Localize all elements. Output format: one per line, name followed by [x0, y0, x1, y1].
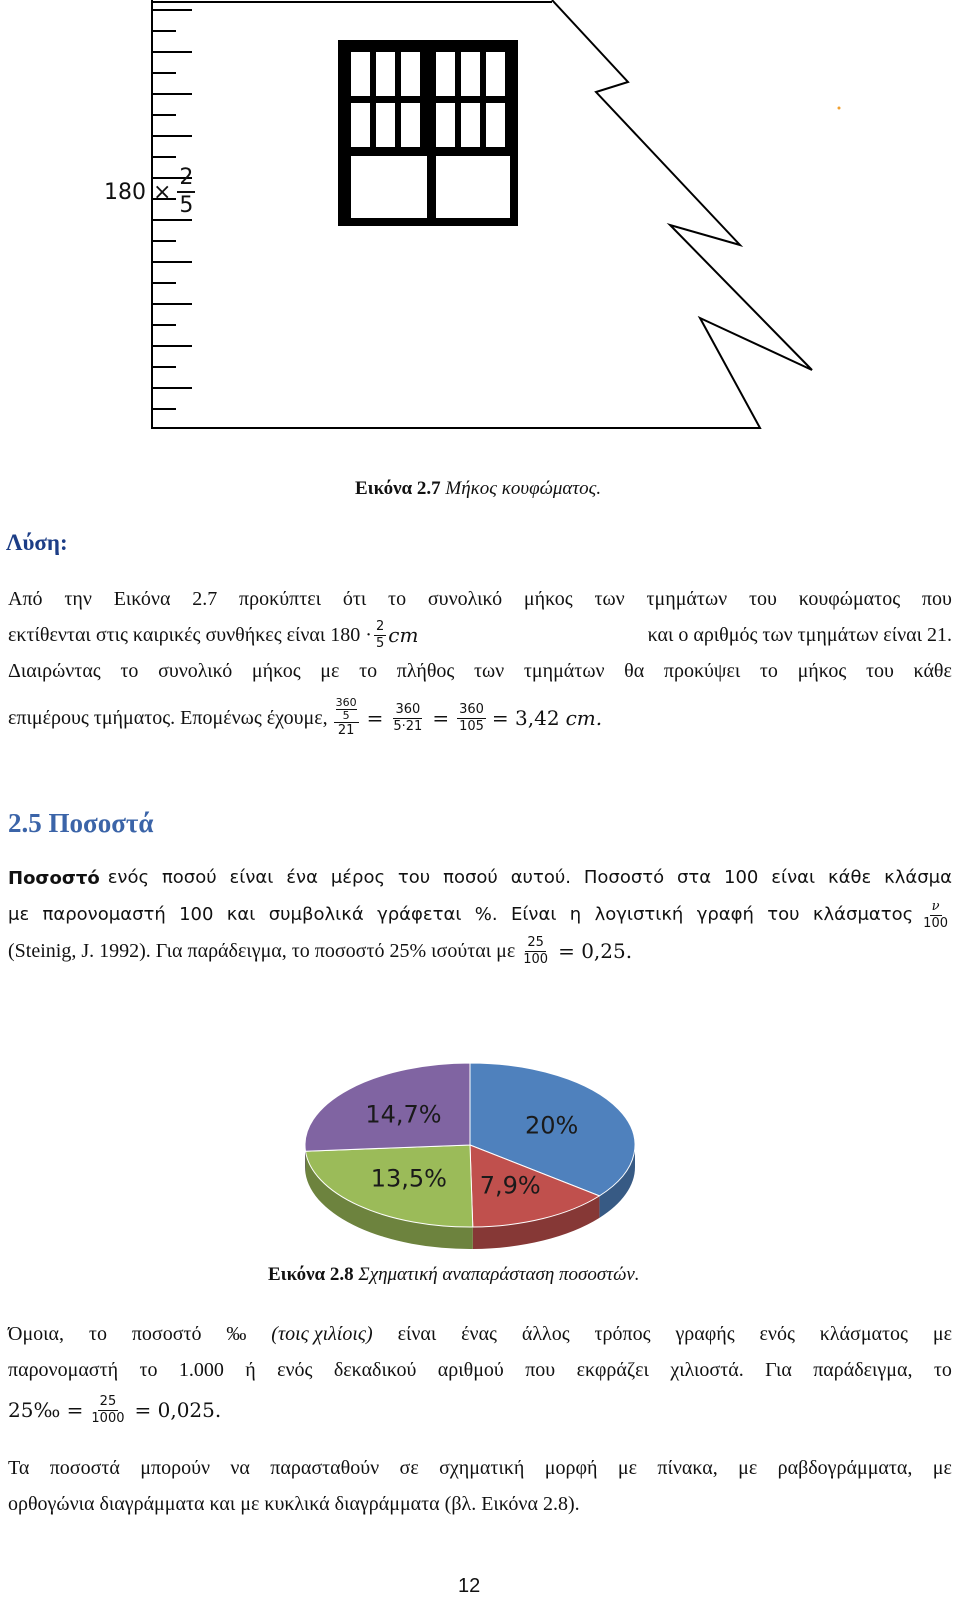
permille-paragraph	[8, 1316, 952, 1432]
solution-line-2-a: εκτίθενται στις καιρικές συνθήκες είναι 180 ·	[8, 624, 372, 646]
word: την	[64, 588, 92, 610]
ruler-label-prefix: 180 ×	[104, 179, 172, 205]
word: προκύψει	[663, 660, 741, 682]
solution-paragraph	[8, 581, 952, 747]
word: παράδειγμα,	[813, 1359, 913, 1381]
word: το	[88, 1323, 107, 1345]
solution-line-4	[8, 689, 952, 747]
window-pane	[486, 103, 505, 147]
pie-slice-label: 13,5%	[370, 1164, 447, 1193]
window-frame-figure	[100, 0, 860, 440]
word: 2.7	[192, 588, 218, 610]
percent-line-3-b: = 0,25.	[558, 939, 633, 963]
solution-line-2	[8, 617, 952, 653]
inner-den: 5	[342, 709, 350, 722]
pm-den: 1000	[91, 1410, 125, 1426]
nu-den: 100	[923, 915, 948, 931]
word: ένας	[461, 1323, 497, 1345]
word: ή	[245, 1359, 256, 1381]
permille-line-3-b: = 0,025.	[134, 1398, 222, 1422]
window-pane	[351, 103, 370, 147]
ruler-label	[104, 165, 195, 219]
percent-paragraph	[8, 860, 952, 969]
figure-caption-2-7	[355, 478, 601, 500]
word: συνολικό	[427, 588, 503, 610]
word: (τοις χιλίοις)	[271, 1323, 373, 1345]
word: προκύπτει	[239, 588, 322, 610]
word: Διαιρώντας	[8, 660, 101, 682]
word: που	[921, 588, 952, 610]
word: σε	[399, 1457, 419, 1479]
word: με	[932, 1323, 952, 1345]
word: παρονομαστή	[8, 1359, 119, 1381]
word: δεκαδικού	[333, 1359, 417, 1381]
word: Τα	[8, 1457, 30, 1479]
word: παρασταθούν	[270, 1457, 380, 1479]
word: το	[759, 660, 778, 682]
word: με	[932, 1457, 952, 1479]
permille-line-3	[8, 1388, 952, 1432]
f25-num: 25	[527, 934, 544, 950]
nu-num: ν	[931, 898, 940, 914]
word: εκφράζει	[576, 1359, 649, 1381]
percent-line-2	[8, 897, 952, 933]
pie-chart	[290, 1050, 650, 1270]
window-pane	[461, 52, 480, 96]
word: μήκος	[797, 660, 847, 682]
f2-den: 5·21	[393, 718, 423, 734]
word: άλλος	[521, 1323, 570, 1345]
section-title: 2.5 Ποσοστά	[8, 808, 154, 838]
window-pane	[376, 103, 395, 147]
frac-den: 5	[375, 635, 385, 651]
percent-term: Ποσοστό	[8, 868, 100, 889]
word: σχηματική	[439, 1457, 525, 1479]
word: θα	[624, 660, 645, 682]
equals-1: =	[366, 706, 384, 730]
word: των	[473, 660, 505, 682]
percent-line-1-rest: ενός ποσού είναι ένα μέρος του ποσού αυτού. Ποσοστό στα 100 είναι κάθε κλάσμα	[107, 867, 952, 888]
word: ‰	[226, 1323, 247, 1345]
window-pane	[376, 52, 395, 96]
word: το	[139, 1359, 158, 1381]
word: ραβδογράμματα,	[777, 1457, 913, 1479]
word: 1.000	[178, 1359, 224, 1381]
solution-line-4-text: επιμέρους τμήματος. Επομένως έχουμε,	[8, 707, 328, 729]
fraction-25-over-100	[521, 935, 550, 968]
fraction-360-over-5x21	[391, 702, 424, 735]
solution-line-1	[8, 581, 952, 617]
f3-den: 105	[459, 718, 484, 734]
equation-result: = 3,42	[491, 706, 560, 730]
percent-line-3	[8, 933, 952, 969]
window-pane	[486, 52, 505, 96]
window-pane	[436, 103, 455, 147]
word: τμημάτων	[646, 588, 728, 610]
word: κάθε	[913, 660, 952, 682]
word: μήκος	[523, 588, 573, 610]
word: γραφής	[675, 1323, 735, 1345]
word: ότι	[342, 588, 367, 610]
fraction-25-over-1000	[89, 1394, 126, 1427]
solution-heading: Λύση:	[6, 530, 68, 555]
page-number: 12	[458, 1575, 481, 1597]
percent-line-2-text: με παρονομαστή 100 και συμβολικά γράφεται %. Είναι η λογιστική γραφή του κλάσματος	[8, 904, 914, 925]
word: συνολικό	[158, 660, 233, 682]
word: του	[748, 588, 777, 610]
word: το	[388, 588, 407, 610]
figure-caption-text: Μήκος κουφώματος.	[445, 478, 602, 499]
word: με	[320, 660, 340, 682]
frac-num: 2	[375, 618, 385, 634]
word: μήκος	[251, 660, 301, 682]
word: αριθμού	[437, 1359, 504, 1381]
word: να	[230, 1457, 250, 1479]
word: ποσοστά	[49, 1457, 120, 1479]
pie-slice-label: 20%	[525, 1111, 579, 1140]
word: το	[120, 660, 139, 682]
complex-fraction	[334, 697, 359, 739]
word: πίνακα,	[657, 1457, 718, 1479]
word: μπορούν	[140, 1457, 211, 1479]
figure-caption-label: Εικόνα 2.7	[355, 478, 441, 499]
word: τμημάτων	[523, 660, 605, 682]
closing-line-1	[8, 1450, 952, 1486]
inner-num: 360	[335, 696, 357, 709]
permille-line-3-a: 25‰ =	[8, 1398, 84, 1422]
closing-line-2: ορθογώνια διαγράμματα και με κυκλικά διαγράμματα (βλ. Εικόνα 2.8).	[8, 1493, 580, 1515]
f25-den: 100	[523, 951, 549, 967]
f3-num: 360	[459, 701, 484, 717]
fraction-360-over-105	[457, 702, 486, 735]
word: τρόπος	[594, 1323, 651, 1345]
ruler-label-numerator: 2	[177, 165, 195, 193]
word: με	[738, 1457, 758, 1479]
word: του	[865, 660, 894, 682]
word: με	[617, 1457, 637, 1479]
unit-cm: cm	[388, 623, 419, 647]
word: είναι	[397, 1323, 437, 1345]
percent-line-1	[8, 860, 952, 897]
window	[338, 40, 518, 226]
window-pane	[351, 52, 370, 96]
window-pane	[436, 52, 455, 96]
word: ποσοστό	[131, 1323, 202, 1345]
word: Για	[765, 1359, 792, 1381]
word: το	[933, 1359, 952, 1381]
word: Όμοια,	[8, 1323, 65, 1345]
percent-line-3-a: (Steinig, J. 1992). Για παράδειγμα, το ποσοστό 25% ισούται με	[8, 940, 516, 962]
word: των	[594, 588, 625, 610]
outer-den: 21	[337, 723, 355, 738]
word: Εικόνα	[113, 588, 171, 610]
solution-line-3	[8, 653, 952, 689]
permille-line-1	[8, 1316, 952, 1352]
equation-unit: cm.	[565, 706, 603, 730]
window-pane	[401, 52, 420, 96]
complex-fraction-numerator	[334, 697, 359, 723]
pie-slice-label: 14,7%	[365, 1100, 442, 1129]
word: που	[525, 1359, 556, 1381]
word: Από	[8, 588, 43, 610]
closing-paragraph	[8, 1450, 952, 1522]
ruler-label-denominator: 5	[179, 193, 194, 218]
figure-caption-2-8	[268, 1264, 640, 1286]
word: κλάσματος	[819, 1323, 908, 1345]
pie-slice-label: 7,9%	[479, 1171, 541, 1200]
word: ενός	[759, 1323, 795, 1345]
word: μορφή	[544, 1457, 598, 1479]
window-pane	[401, 103, 420, 147]
word: κουφώματος	[798, 588, 901, 610]
pm-num: 25	[99, 1393, 117, 1409]
word: πλήθος	[396, 660, 455, 682]
window-pane	[461, 103, 480, 147]
word: ενός	[277, 1359, 313, 1381]
word: το	[359, 660, 378, 682]
fraction-two-fifths	[374, 619, 386, 652]
equals-2: =	[432, 706, 450, 730]
permille-line-2	[8, 1352, 952, 1388]
solution-line-2-b: και ο αριθμός των τμημάτων είναι 21.	[647, 624, 952, 646]
fraction-nu-over-100	[921, 899, 950, 932]
figure2-caption-text: Σχηματική αναπαράσταση ποσοστών.	[358, 1264, 640, 1285]
figure2-caption-label: Εικόνα 2.8	[268, 1264, 354, 1285]
word: χιλιοστά.	[670, 1359, 744, 1381]
f2-num: 360	[395, 701, 421, 717]
